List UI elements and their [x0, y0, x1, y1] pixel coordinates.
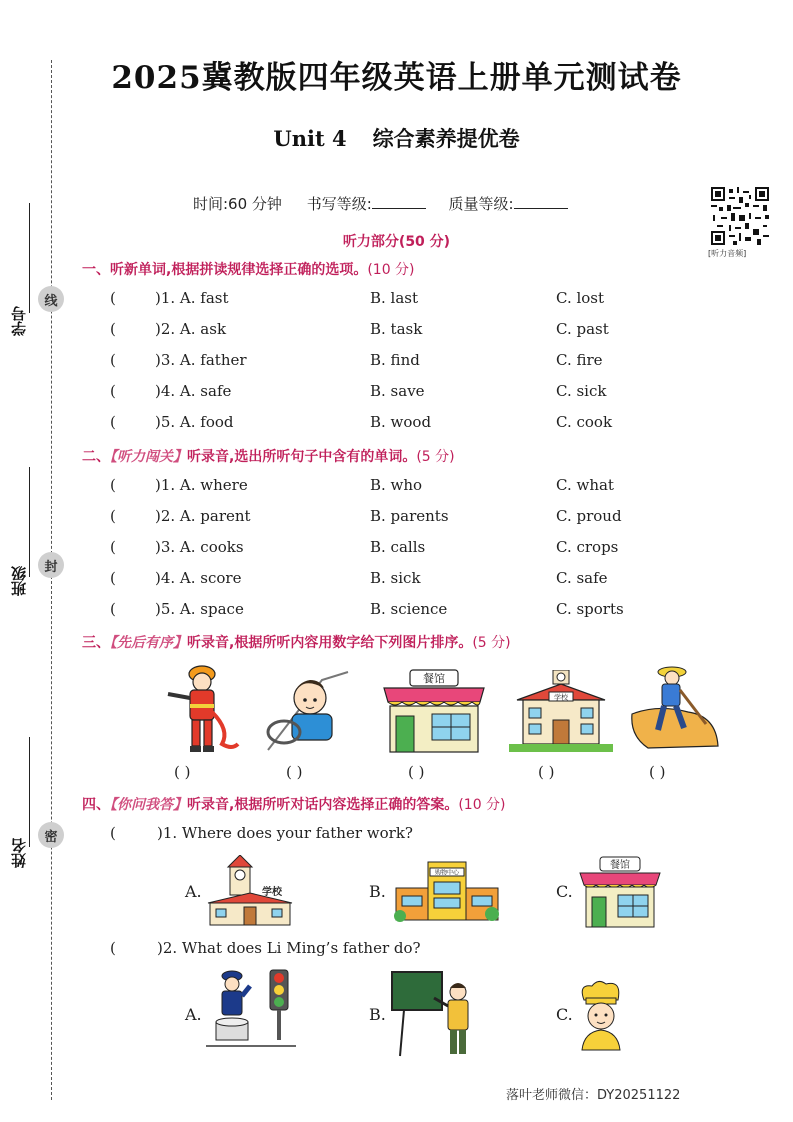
section-1-points: (10 分) [367, 262, 415, 278]
name-blank[interactable] [29, 737, 30, 847]
option-b: B. last [370, 289, 419, 307]
restaurant-picture [380, 668, 488, 754]
answer-paren[interactable]: ( [110, 289, 116, 307]
section-4-tag: 【你问我答】 [110, 797, 187, 813]
answer-paren[interactable]: ( [110, 351, 116, 369]
answer-paren[interactable]: ( [110, 939, 116, 957]
binding-mark-secret: 密 [38, 822, 64, 848]
binding-mark-line: 线 [38, 286, 64, 312]
option-c: C. safe [556, 569, 608, 587]
section-4-prefix: 四、 [82, 797, 110, 813]
unit-subtitle-text: 综合素养提优卷 [372, 126, 520, 151]
section-2-prefix: 二、 [82, 449, 110, 465]
question-text: )1. Where does your father work? [157, 824, 413, 842]
order-blank[interactable]: ( ) [649, 763, 666, 781]
binding-mark-seal: 封 [38, 552, 64, 578]
section-2-points: (5 分) [416, 449, 455, 465]
option-a: )1. A. fast [155, 289, 229, 307]
option-a-label: A. [185, 1005, 202, 1024]
option-b: B. sick [370, 569, 421, 587]
section-4-text: 听录音,根据所听对话内容选择正确的答案。 [187, 797, 459, 813]
binding-dashed-line [51, 60, 52, 1100]
class-blank[interactable] [29, 467, 30, 577]
footer-contact: 落叶老师微信：DY20251122 [506, 1088, 681, 1103]
order-blank[interactable]: ( ) [286, 763, 303, 781]
section-1-text: 一、听新单词,根据拼读规律选择正确的选项。 [82, 262, 368, 278]
writing-grade-blank[interactable] [372, 208, 426, 209]
order-blank[interactable]: ( ) [408, 763, 425, 781]
option-b-label: B. [369, 882, 386, 901]
police-officer-option-picture[interactable] [206, 968, 296, 1050]
option-c: C. sick [556, 382, 607, 400]
option-a-label: A. [185, 882, 202, 901]
cook-option-picture[interactable] [576, 980, 626, 1052]
option-c-label: C. [556, 882, 573, 901]
shopping-mall-option-picture[interactable] [392, 860, 502, 928]
option-b-label: B. [369, 1005, 386, 1024]
option-a: )4. A. safe [155, 382, 232, 400]
option-b: B. find [370, 351, 420, 369]
option-c: C. past [556, 320, 609, 338]
order-blank[interactable]: ( ) [174, 763, 191, 781]
quality-grade-label: 质量等级: [448, 195, 514, 213]
section-2-text: 听录音,选出所听句子中含有的单词。 [187, 449, 417, 465]
name-label: 姓名 [10, 838, 28, 868]
firefighter-picture [160, 660, 240, 756]
section-3-heading [82, 632, 511, 652]
option-a: )3. A. father [155, 351, 247, 369]
answer-paren[interactable]: ( [110, 824, 116, 842]
writing-grade-label: 书写等级: [306, 195, 372, 213]
section-2-tag: 【听力闯关】 [110, 449, 187, 465]
answer-paren[interactable]: ( [110, 600, 116, 618]
option-c: C. proud [556, 507, 622, 525]
question-text: )2. What does Li Ming’s father do? [157, 939, 421, 957]
option-c-label: C. [556, 1005, 573, 1024]
section-1-heading [82, 259, 415, 279]
driver-picture [262, 670, 352, 756]
option-c: C. fire [556, 351, 603, 369]
option-c: C. what [556, 476, 614, 494]
answer-paren[interactable]: ( [110, 476, 116, 494]
school-sign-text: 学校 [262, 887, 282, 898]
teacher-option-picture[interactable] [390, 968, 474, 1058]
option-b: B. who [370, 476, 423, 494]
student-id-blank[interactable] [29, 203, 30, 313]
option-c: C. cook [556, 413, 613, 431]
order-blank[interactable]: ( ) [538, 763, 555, 781]
option-b: B. calls [370, 538, 426, 556]
section-3-tag: 【先后有序】 [110, 635, 187, 651]
unit-label: Unit 4 [273, 126, 347, 151]
option-a: )5. A. food [155, 413, 234, 431]
section-3-points: (5 分) [472, 635, 511, 651]
section-2-heading [82, 446, 455, 466]
answer-paren[interactable]: ( [110, 538, 116, 556]
school-sign-text: 学校 [554, 693, 568, 702]
option-b: B. wood [370, 413, 432, 431]
restaurant-sign-text: 餐馆 [423, 672, 445, 685]
option-a: )1. A. where [155, 476, 248, 494]
option-b: B. parents [370, 507, 449, 525]
answer-paren[interactable]: ( [110, 320, 116, 338]
listening-part-title: 听力部分(50 分) [342, 234, 451, 250]
unit-subtitle [0, 123, 793, 153]
exam-meta [193, 193, 586, 214]
option-a: )2. A. ask [155, 320, 227, 338]
student-id-label: 学号 [10, 306, 28, 336]
option-a: )5. A. space [155, 600, 244, 618]
time-info: 时间:60 分钟 [193, 195, 282, 213]
answer-paren[interactable]: ( [110, 507, 116, 525]
section-4-points: (10 分) [458, 797, 506, 813]
class-label: 班级 [10, 566, 28, 596]
qr-caption: [听力音频] [708, 249, 747, 258]
option-c: C. sports [556, 600, 624, 618]
quality-grade-blank[interactable] [514, 208, 568, 209]
option-c: C. crops [556, 538, 619, 556]
section-3-text: 听录音,根据所听内容用数字给下列图片排序。 [187, 635, 473, 651]
section-4-heading [82, 794, 506, 814]
school-option-picture[interactable] [206, 855, 294, 929]
answer-paren[interactable]: ( [110, 382, 116, 400]
option-b: B. save [370, 382, 425, 400]
option-a: )2. A. parent [155, 507, 251, 525]
restaurant-option-picture[interactable] [578, 855, 662, 929]
option-c: C. lost [556, 289, 605, 307]
school-picture [509, 670, 613, 754]
option-a: )3. A. cooks [155, 538, 244, 556]
section-3-prefix: 三、 [82, 635, 110, 651]
answer-paren[interactable]: ( [110, 569, 116, 587]
page-title: 2025冀教版四年级英语上册单元测试卷 [111, 60, 682, 96]
mall-sign-text: 购物中心 [434, 869, 460, 877]
option-b: B. science [370, 600, 448, 618]
restaurant-sign-text: 餐馆 [610, 860, 630, 871]
answer-paren[interactable]: ( [110, 413, 116, 431]
option-b: B. task [370, 320, 423, 338]
option-a: )4. A. score [155, 569, 242, 587]
farmer-picture [628, 664, 720, 754]
